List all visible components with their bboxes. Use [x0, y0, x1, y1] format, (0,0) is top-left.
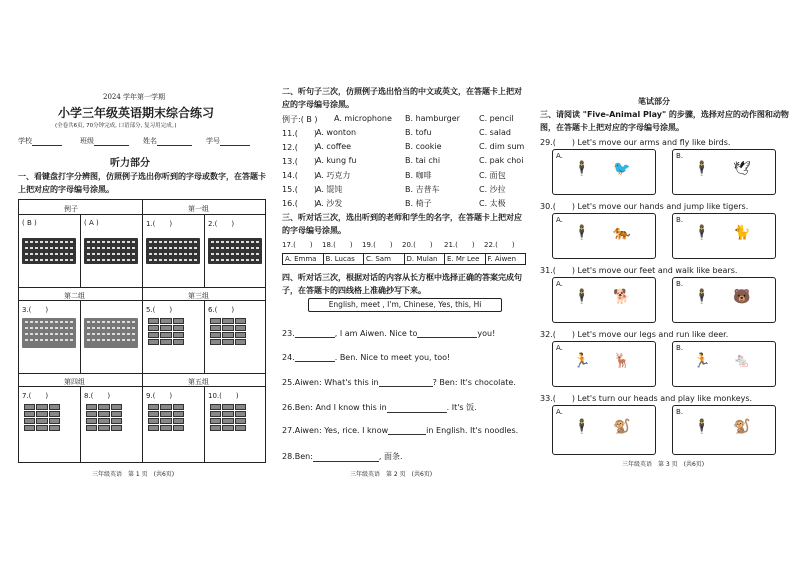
- item-10: 10.( ): [208, 392, 239, 400]
- keyboard-image: [22, 318, 76, 348]
- page-3: [532, 0, 794, 561]
- item-7: 7.( ): [22, 392, 49, 400]
- group2-label: 第二组: [64, 292, 85, 300]
- group5-label: 第五组: [188, 378, 209, 386]
- item-31: 31.( ) Let's move our feet and walk like bears.: [540, 266, 738, 275]
- item-1: 1.( ): [146, 220, 173, 228]
- q3-num: 19.( ): [362, 241, 393, 249]
- q3-num: 17.( ): [282, 241, 313, 249]
- group3-label: 第三组: [188, 292, 209, 300]
- group4-label: 第四组: [64, 378, 85, 386]
- page-footer: 三年级英语 第 3 页 (共6页): [622, 461, 705, 468]
- numpad-image: [210, 318, 246, 345]
- numpad-image: [148, 404, 184, 431]
- q2-row-num: 13.( ): [282, 157, 317, 166]
- q2-row-b: B. 吉普车: [405, 185, 440, 194]
- q3-name-choices: [282, 253, 526, 265]
- option-a-image: A. 🕴 🐅: [552, 213, 656, 259]
- page-title: 小学三年级英语期末综合练习: [58, 106, 215, 120]
- page-1: [0, 0, 270, 561]
- q3-written-instruction: 三、请阅读 "Five-Animal Play" 的步骤，选择对应的动作图和动物图，在答题卡上把对应的字母编号涂黑。: [540, 110, 789, 132]
- keyboard-image: [84, 238, 138, 264]
- q2-row-a: A. 巧克力: [316, 171, 351, 180]
- name-choice: C. Sam: [364, 254, 405, 264]
- info-class: 班级: [80, 136, 129, 146]
- q2-instruction: 二、听句子三次，仿照例子选出恰当的中文或英文，在答题卡上把对应的字母编号涂黑。: [282, 87, 522, 109]
- item-33: 33.( ) Let's turn our heads and play like monkeys.: [540, 394, 753, 403]
- q4-line-28: 28.Ben: , 面条.: [282, 452, 403, 461]
- q2-row-num: 16.( ): [282, 199, 317, 208]
- page-footer: 三年级英语 第 1 页 (共6页): [92, 471, 175, 478]
- numpad-image: [24, 404, 60, 431]
- name-choice: F. Aiwen: [487, 255, 517, 263]
- numpad-image: [210, 404, 246, 431]
- q2-row-c: C. pak choi: [479, 156, 524, 165]
- info-number: 学号: [206, 136, 250, 146]
- q3-num: 18.( ): [322, 241, 353, 249]
- keyboard-image: [84, 318, 138, 348]
- q4-instruction: 四、听对话三次，根据对话的内容从长方框中选择正确的答案完成句子，在答题卡的四线格上准确抄写下来。: [282, 273, 522, 295]
- keyboard-image: [22, 238, 76, 264]
- name-choice: B. Lucas: [324, 254, 365, 264]
- q2-row-b: B. cookie: [405, 142, 442, 151]
- written-heading: 笔试部分: [638, 97, 670, 106]
- group1-label: 第一组: [188, 205, 209, 213]
- q4-line-26: 26.Ben: And I know this in . It's 饭.: [282, 403, 477, 412]
- q2-example-num: 例子:( B ): [282, 115, 318, 124]
- q2-row-c: C. 面包: [479, 171, 506, 180]
- option-a-image: A. 🏃 🦌: [552, 341, 656, 387]
- q2-row-num: 15.( ): [282, 185, 317, 194]
- name-choice: E. Mr Lee: [445, 254, 486, 264]
- q2-row-a: A. coffee: [316, 142, 352, 151]
- option-b-image: B. 🕴 🐒: [672, 405, 776, 455]
- q2-row-c: C. 沙拉: [479, 185, 506, 194]
- q3-num: 22.( ): [484, 241, 515, 249]
- name-choice: A. Emma: [283, 254, 324, 264]
- keyboard-image: [208, 238, 262, 264]
- item-32: 32.( ) Let's move our legs and run like deer.: [540, 330, 729, 339]
- q2-row-b: B. 咖啡: [405, 171, 432, 180]
- page-2: [272, 0, 530, 561]
- option-b-image: B. 🕴 🕊: [672, 149, 776, 195]
- item-2: 2.( ): [208, 220, 235, 228]
- q2-row-a: A. 沙发: [316, 199, 343, 208]
- info-school: 学校: [18, 136, 62, 146]
- item-6: 6.( ): [208, 306, 235, 314]
- keyboard-image: [146, 238, 200, 264]
- option-a-image: A. 🕴 🐒: [552, 405, 656, 455]
- option-b-image: B. 🕴 🐈: [672, 213, 776, 259]
- info-name: 姓名: [143, 136, 192, 146]
- item-29: 29.( ) Let's move our arms and fly like birds.: [540, 138, 731, 147]
- listening-heading: 听力部分: [110, 158, 150, 169]
- q2-row-b: B. 椅子: [405, 199, 432, 208]
- q2-row-c: C. dim sum: [479, 142, 525, 151]
- item-8: 8.( ): [84, 392, 111, 400]
- q3-num: 20.( ): [402, 241, 433, 249]
- page-subtitle: (全卷共6页, 70分钟完成, 口语部分, 复习用完成。): [55, 123, 177, 129]
- q2-example-c: C. pencil: [479, 114, 514, 123]
- q4-line-23: 23. , I am Aiwen. Nice to you!: [282, 329, 496, 338]
- q4-line-25: 25.Aiwen: What's this in ? Ben: It's chocolate.: [282, 378, 516, 387]
- example-label: 例子: [64, 205, 78, 213]
- q2-row-c: C. 太极: [479, 199, 506, 208]
- q2-row-num: 11.( ): [282, 129, 317, 138]
- q2-row-num: 12.( ): [282, 143, 317, 152]
- q4-line-24: 24. . Ben. Nice to meet you, too!: [282, 353, 451, 362]
- q4-line-27: 27.Aiwen: Yes, rice. I know in English. It's noodles.: [282, 426, 519, 435]
- q2-row-a: A. wonton: [316, 128, 357, 137]
- q2-row-num: 14.( ): [282, 171, 317, 180]
- q2-row-a: A. 馄饨: [316, 185, 343, 194]
- item-9: 9.( ): [146, 392, 173, 400]
- q2-row-c: C. salad: [479, 128, 511, 137]
- option-b-image: B. 🏃 🐁: [672, 341, 776, 387]
- name-choice: D. Mulan: [405, 254, 446, 264]
- q2-row-b: B. tai chi: [405, 156, 441, 165]
- item-30: 30.( ) Let's move our hands and jump like tigers.: [540, 202, 749, 211]
- numpad-image: [148, 318, 184, 345]
- item-5: 5.( ): [146, 306, 173, 314]
- q3-num: 21.( ): [444, 241, 475, 249]
- page-footer: 三年级英语 第 2 页 (共6页): [350, 471, 433, 478]
- numpad-image: [86, 404, 122, 431]
- q2-example-a: A. microphone: [334, 114, 392, 123]
- option-b-image: B. 🕴 🐻: [672, 277, 776, 323]
- term-label: 2024 学年第一学期: [103, 93, 166, 101]
- q2-example-b: B. hamburger: [405, 114, 460, 123]
- option-a-image: A. 🕴 🐦: [552, 149, 656, 195]
- option-a-image: A. 🕴 🐕: [552, 277, 656, 323]
- example-answer-1: ( B ): [22, 219, 37, 227]
- q1-instruction: 一、看键盘打字分辨图，仿照例子选出你听到的字母或数字，在答题卡上把对应的字母编号涂黑。: [18, 172, 266, 194]
- example-answer-2: ( A ): [84, 219, 99, 227]
- q2-row-b: B. tofu: [405, 128, 432, 137]
- word-bank: English, meet , I'm, Chinese, Yes, this, Hi: [308, 298, 502, 312]
- q2-row-a: A. kung fu: [316, 156, 357, 165]
- q3-instruction: 三、听对话三次，选出听到的老师和学生的名字，在答题卡上把对应的字母编号涂黑。: [282, 213, 522, 235]
- item-3: 3.( ): [22, 306, 49, 314]
